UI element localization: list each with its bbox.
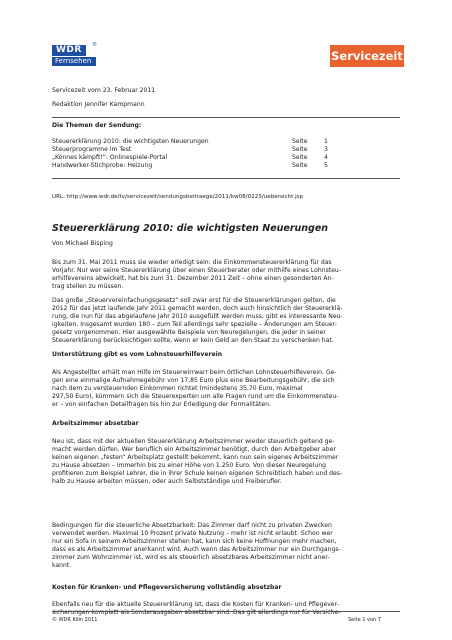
paragraph-line: macht werden dürfen. Wer beruflich ein Arbeitszimmer benötigt, durch den Arbeitgeber aber: [52, 446, 336, 453]
paragraph-line: nach dem zu versteuernden Einkommen richtet (mindestens 35,70 Euro, maximal: [52, 385, 303, 392]
paragraph-line: halb zu Hause arbeiten müssen, oder auch Selbstständige und Freiberufler.: [52, 478, 282, 485]
paragraph-line: 2012 für das jetzt laufende Jahr 2011 gemacht werden, doch auch hinsichtlich der Steuererklä-: [52, 305, 343, 312]
paragraph-line: gen eine einmalige Aufnahmegebühr von 17,85 Euro plus eine Bearbeitungsgebühr, die sich: [52, 377, 335, 384]
toc-heading: Die Themen der Sendung:: [52, 122, 142, 129]
toc-item-page: 1: [324, 138, 328, 145]
editor-line: Redaktion Jennifer Kampmann: [52, 101, 145, 108]
footer-copyright: © WDR Köln 2011: [52, 617, 98, 623]
section-heading: Kosten für Kranken- und Pflegeversicherung vollständig absetzbar: [52, 584, 282, 591]
fernsehen-logo-text: Fernsehen: [52, 57, 96, 66]
section-heading: Unterstützung gibt es vom Lohnsteuerhilfeverein: [52, 351, 223, 358]
paragraph-line: Steuererklärung berücksichtigen sollte, wenn er kein Geld an den Staat zu verschenken hat.: [52, 337, 334, 344]
paragraph-line: zu Hause absetzen – immerhin bis zu einer Höhe von 1.250 Euro. Von dieser Neuregelung: [52, 462, 326, 469]
paragraph-line: Ebenfalls neu für die aktuelle Steuererklärung ist, dass die Kosten für Kranken- und Pflegever-: [52, 601, 339, 608]
toc-item-title: Handwerker-Stichprobe: Heizung: [52, 162, 153, 169]
servicezeit-logo: Servicezeit: [330, 45, 404, 67]
registered-mark: ®: [92, 42, 97, 48]
article-title: Steuererklärung 2010: die wichtigsten Neuerungen: [52, 223, 329, 234]
toc-item-title: „Könnes kämpft!“: Onlinespiele-Portal: [52, 154, 168, 161]
toc-item-title: Steuerprogramme im Test: [52, 146, 132, 153]
paragraph-line: Vorjahr. Nur wer seine Steuererklärung über einen Steuerberater oder mithilfe eines Lohnsteu-: [52, 267, 341, 274]
section-heading: Arbeitszimmer absetzbar: [52, 420, 139, 427]
paragraph-line: verwendet werden. Maximal 10 Prozent private Nutzung – mehr ist nicht erlaubt. Schon wer: [52, 530, 333, 537]
toc-item-page: 3: [324, 146, 328, 153]
paragraph-line: Bis zum 31. Mai 2011 muss sie wieder erledigt sein: die Einkommensteuererklärung für das: [52, 259, 332, 266]
paragraph-line: Das große „Steuervereinfachungsgesetz“ soll zwar erst für die Steuererklärungen gelten, die: [52, 297, 336, 304]
paragraph-line: zimmer zum Wohnzimmer ist, wird es als steuerlich absetzbares Arbeitszimmer nicht aner-: [52, 554, 330, 561]
paragraph-line: igkeiten. Insgesamt wurden 180 – zum Teil allerdings sehr spezielle – Änderungen am Steuer-: [52, 321, 337, 328]
paragraph-line: keinen eigenen „festen“ Arbeitsplatz gestellt bekommt, kann nun sein eigenes Arbeitszimmer: [52, 454, 339, 461]
toc-item-label: Seite: [292, 146, 308, 153]
divider: [52, 178, 400, 179]
article-author: Von Michael Bisping: [52, 240, 113, 247]
footer-divider: [52, 611, 400, 612]
divider: [52, 117, 400, 118]
toc-item-label: Seite: [292, 162, 308, 169]
paragraph-line: Als Angestellter erhält man Hilfe im Steuerwirrwarr beim örtlichen Lohnsteuerhilfeverein. Ge-: [52, 369, 337, 376]
paragraph-line: rung, die nun für das abgelaufene Jahr 2010 ausgefüllt werden muss, gibt es interessante Neu-: [52, 313, 343, 320]
paragraph-line: Bedingungen für die steuerliche Absetzbarkeit: Das Zimmer darf nicht zu privaten Zwecken: [52, 522, 332, 529]
source-url[interactable]: URL: http://www.wdr.de/tv/servicezeit/sendungsbeitraege/2011/kw08/0223/uebersicht.jsp: [52, 194, 304, 200]
broadcast-date: Servicezeit vom 23. Februar 2011: [52, 87, 156, 94]
toc-item-page: 4: [324, 154, 328, 161]
toc-item-title: Steuererklärung 2010: die wichtigsten Neuerungen: [52, 138, 209, 145]
paragraph-line: profitieren zum Beispiel Lehrer, die in ihrer Schule keinen eigenen Schreibtisch haben und des-: [52, 470, 343, 477]
toc-item-label: Seite: [292, 154, 308, 161]
toc-item-label: Seite: [292, 138, 308, 145]
footer-page-number: Seite 1 von 7: [348, 617, 381, 623]
paragraph-line: 297,50 Euro), kümmern sich die Steuerexperten um alle Fragen rund um die Einkommensteu-: [52, 393, 339, 400]
wdr-logo-text: WDR: [52, 45, 86, 56]
paragraph-line: erhilfevereins abwickelt, hat bis zum 31. Dezember 2011 Zeit – ohne einen gesonderten An-: [52, 275, 334, 282]
paragraph-line: nur ein Sofa in seinem Arbeitszimmer stehen hat, kann sich keine Hoffnungen mehr machen,: [52, 538, 337, 545]
wdr-fernsehen-logo: [52, 45, 96, 66]
paragraph-line: kannt.: [52, 562, 72, 569]
paragraph-line: er – von einfachen Detailfragen bis hin zur Erledigung der Formalitäten.: [52, 401, 271, 408]
paragraph-line: dass es als Arbeitszimmer anerkannt wird. Auch wenn das Arbeitszimmer nur ein Durchgangs-: [52, 546, 341, 553]
paragraph-line: sicherungen komplett als Sonderausgaben absetzbar sind. Das gilt allerdings nur für Versiche-: [52, 609, 341, 616]
paragraph-line: trag stellen zu müssen.: [52, 283, 124, 290]
toc-item-page: 5: [324, 162, 328, 169]
paragraph-line: Neu ist, dass mit der aktuellen Steuererklärung Arbeitszimmer wieder steuerlich geltend ge-: [52, 438, 335, 445]
paragraph-line: gesetz vorgenommen. Hier ausgewählte Beispiele von Neuregelungen, die jeder in seiner: [52, 329, 326, 336]
